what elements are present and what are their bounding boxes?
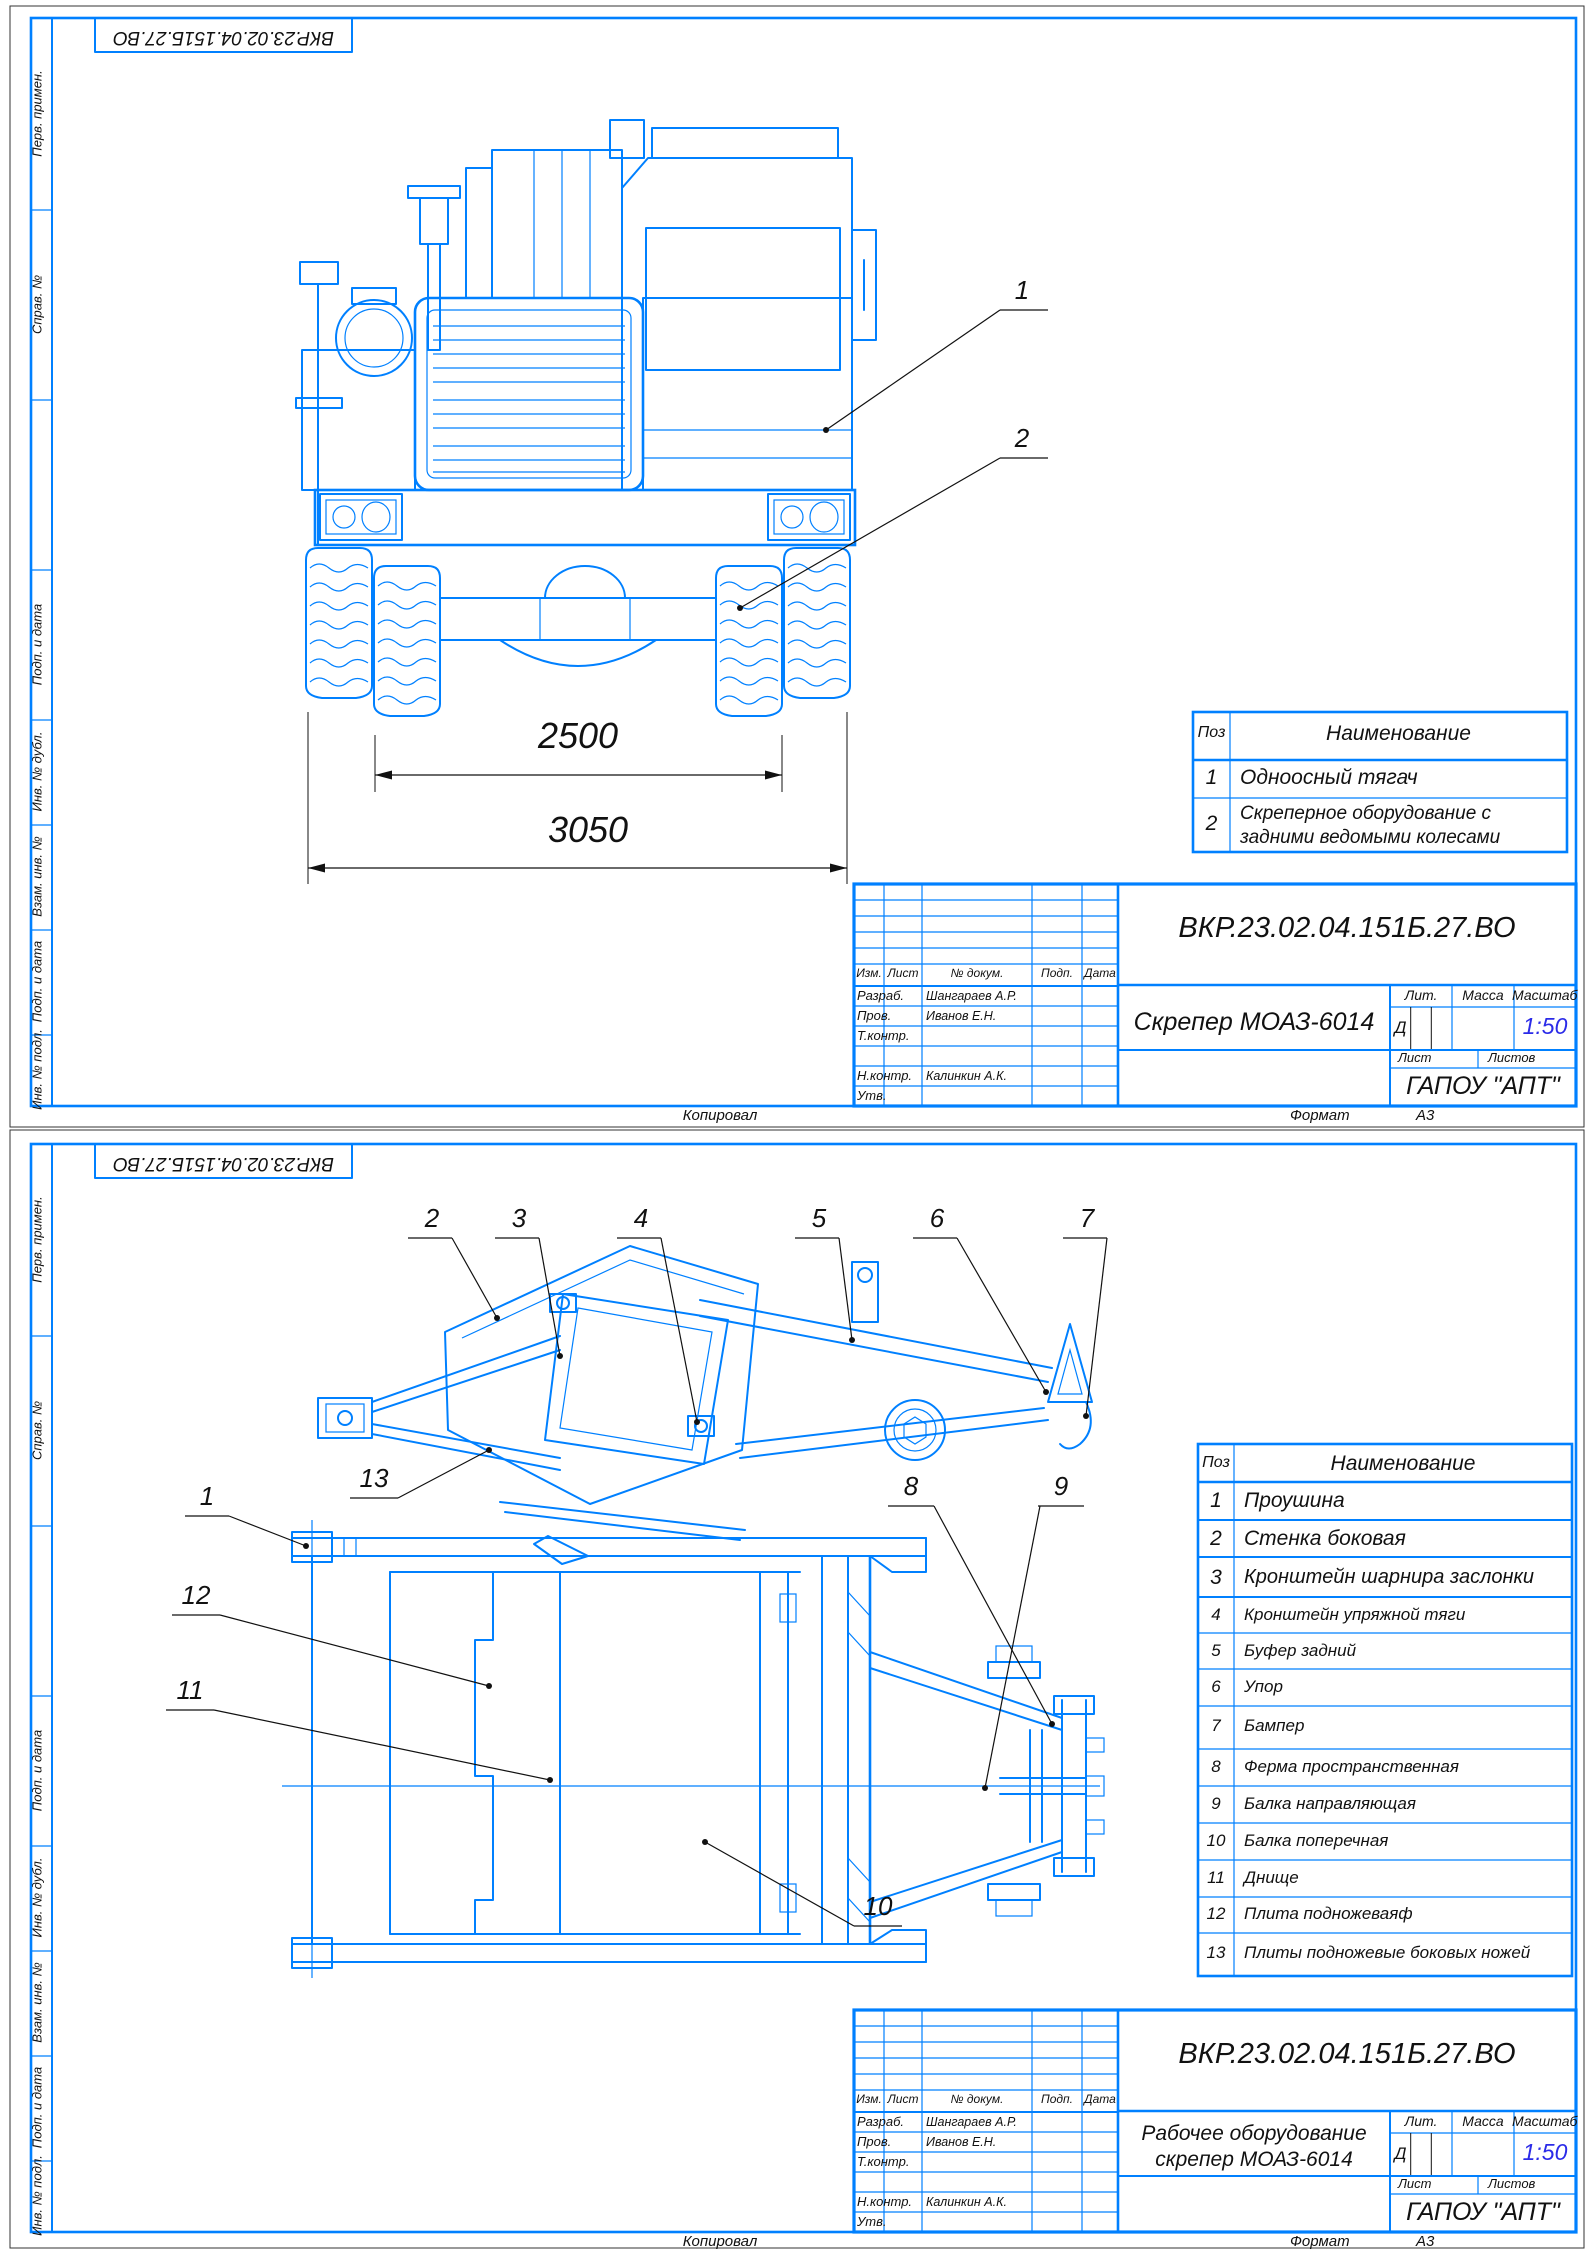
sheet1-titleblock-title: Скрепер МОАЗ-6014 [1133,1008,1375,1036]
sheet2-label-prov: Пров. [857,2134,892,2149]
sheet1-nkontr-name: Калинкин А.К. [926,1069,1007,1083]
sheet2-label-lit: Лит. [1404,2113,1438,2129]
sheet1-margin-label-perv-primen: Перв. примен. [29,70,45,157]
sheet2-parts-row7-name: Бампер [1244,1716,1305,1735]
sheet2-org-name: ГАПОУ "АПТ" [1406,2198,1560,2226]
sheet1-label-list-bottom: Лист [1398,1050,1432,1065]
sheet2-callout-8: 8 [903,1471,919,1501]
sheet1-label-data: Дата [1084,966,1116,980]
sheet1-label-massa: Масса [1462,987,1504,1003]
sheet2-margin-label-sprav-no: Справ. № [29,1400,45,1461]
sheet2-parts-row8-pos: 8 [1211,1757,1221,1776]
sheet2-parts-row5-pos: 5 [1211,1641,1221,1660]
sheet2-parts-row12-pos: 12 [1206,1904,1226,1923]
sheet1-margin-label-podp-i-data-2: Подп. и дата [29,940,45,1023]
sheet2-label-massa: Масса [1462,2113,1504,2129]
sheet2-margin-label-perv-primen: Перв. примен. [29,1196,45,1283]
sheet1-margin-label-sprav-no: Справ. № [29,274,45,335]
sheet2-parts-row12-name: Плита подножеваяф [1244,1904,1413,1923]
sheet2-callout-leaders [166,1238,1107,1926]
sheet1-scale-value: 1:50 [1522,1013,1568,1039]
sheet2-callout-5: 5 [811,1203,827,1233]
sheet2-parts-row1-name: Проушина [1244,1489,1345,1512]
sheet1-margin-label-podp-i-data-1: Подп. и дата [29,603,45,686]
sheet2-parts-row4-pos: 4 [1211,1605,1221,1624]
sheet2-parts-col-name: Наименование [1330,1452,1476,1475]
sheet2-label-list: Лист [887,2092,919,2106]
sheet2-titleblock-title-line2: скрепер МОАЗ-6014 [1155,2148,1353,2171]
sheet1-margin-label-inv-no-podl: Инв. № подл. [29,1029,45,1110]
sheet2-label-podp: Подп. [1041,2092,1073,2106]
sheet2-parts-row10-pos: 10 [1206,1831,1226,1850]
sheet2-parts-row4-name: Кронштейн упряжной тяги [1244,1605,1466,1624]
sheet2-label-list-bottom: Лист [1398,2176,1432,2191]
sheet1-parts-row1-name: Одноосный тягач [1240,766,1418,789]
sheet2-callout-13: 13 [359,1463,389,1493]
sheet1-footer-kopiroval: Копировал [682,1107,758,1124]
sheet2-parts-row6-pos: 6 [1211,1677,1221,1696]
sheet2-callout-12: 12 [181,1580,211,1610]
sheet2-label-listov: Листов [1488,2176,1536,2191]
sheet2-parts-row2-name: Стенка боковая [1244,1527,1406,1550]
sheet1-front-view [296,120,876,716]
sheet2-callout-3: 3 [511,1203,527,1233]
sheet1-margin-label-vzam-inv-no: Взам. инв. № [29,836,45,917]
sheet2-parts-row8-name: Ферма пространственная [1244,1757,1459,1776]
sheet2-parts-row1-pos: 1 [1210,1489,1222,1512]
sheet1-label-izm: Изм. [856,966,882,980]
sheet1-titleblock-doc-number: ВКР.23.02.04.151Б.27.ВО [1178,912,1516,944]
sheet2-callout-9: 9 [1053,1471,1069,1501]
sheet2-label-tkontr: Т.контр. [857,2154,910,2169]
sheet2-parts-row2-pos: 2 [1210,1527,1222,1550]
sheet2-titleblock-title-line1: Рабочее оборудование [1141,2122,1367,2145]
sheet2-parts-row9-pos: 9 [1211,1794,1221,1813]
sheet1-label-razrab: Разраб. [857,988,905,1003]
sheet2-equipment-side-view [318,1246,1092,1564]
sheet1-label-dokum: № докум. [950,966,1004,980]
sheet1-label-masshtab: Масштаб [1512,987,1578,1003]
sheet2-lit-value: Д [1394,2144,1407,2163]
sheet2-label-nkontr: Н.контр. [857,2194,913,2209]
sheet2-footer-kopiroval: Копировал [682,2233,758,2250]
sheet2-label-masshtab: Масштаб [1512,2113,1578,2129]
sheet1-footer-format-value: А3 [1416,1107,1435,1124]
sheet2-prov-name: Иванов Е.Н. [926,2135,997,2149]
sheet2-callout-10: 10 [863,1891,893,1921]
sheet2-label-izm: Изм. [856,2092,882,2106]
sheet1-frame [10,6,1584,1127]
sheet2-parts-row3-pos: 3 [1210,1566,1222,1589]
sheet1-label-nkontr: Н.контр. [857,1068,913,1083]
sheet1-org-name: ГАПОУ "АПТ" [1406,1072,1560,1100]
sheet1-dimension-2500: 2500 [537,715,619,756]
sheet1-dimension-3050: 3050 [547,809,629,850]
sheet2-label-razrab: Разраб. [857,2114,905,2129]
sheet1-prov-name: Иванов Е.Н. [926,1009,997,1023]
sheet1-label-lit: Лит. [1404,987,1438,1003]
sheet2-titleblock-doc-number: ВКР.23.02.04.151Б.27.ВО [1178,2038,1516,2070]
sheet1-footer-format-label: Формат [1290,1107,1350,1124]
sheet2-label-utv: Утв. [857,2214,887,2229]
sheet1-label-tkontr: Т.контр. [857,1028,910,1043]
sheet2-label-dokum: № докум. [950,2092,1004,2106]
sheet1-label-list: Лист [887,966,919,980]
sheet1-label-podp: Подп. [1041,966,1073,980]
sheet1-parts-row2-name: Скреперное оборудование с задними ведомыми колесами [1240,803,1501,848]
sheet2-footer-format-value: А3 [1416,2233,1435,2250]
sheet1-label-listov: Листов [1488,1050,1536,1065]
sheet1-label-utv: Утв. [857,1088,887,1103]
sheet2-margin-label-vzam-inv-no: Взам. инв. № [29,1962,45,2043]
sheet2-scale-value: 1:50 [1522,2139,1568,2165]
sheet2-rotated-doc-number: ВКР.23.02.04.151Б.27.ВО [113,1153,334,1174]
sheet1-parts-row1-pos: 1 [1205,766,1218,789]
sheet2-margin-label-podp-i-data-1: Подп. и дата [29,1729,45,1812]
sheet2-parts-row13-name: Плиты подножевые боковых ножей [1244,1943,1531,1962]
sheet2-callout-7: 7 [1079,1203,1095,1233]
sheet2-razrab-name: Шангараев А.Р. [926,2115,1017,2129]
sheet2-callout-2: 2 [424,1203,440,1233]
sheet2-parts-row9-name: Балка направляющая [1244,1794,1416,1813]
sheet2-callout-1: 1 [199,1481,215,1511]
sheet2-parts-row10-name: Балка поперечная [1244,1831,1389,1850]
sheet2-callout-11: 11 [176,1675,204,1705]
sheet2-parts-row11-pos: 11 [1207,1868,1225,1887]
sheet2-nkontr-name: Калинкин А.К. [926,2195,1007,2209]
sheet2-margin-label-inv-no-dubl: Инв. № дубл. [29,1857,45,1938]
sheet2-parts-row5-name: Буфер задний [1244,1641,1357,1660]
sheet2-parts-col-pos: Поз [1202,1454,1230,1471]
sheet1-lit-value: Д [1394,1018,1407,1037]
sheet1-parts-col-pos: Поз [1197,724,1226,741]
sheet1-margin-label-inv-no-dubl: Инв. № дубл. [29,731,45,812]
sheet2-parts-row3-name: Кронштейн шарнира заслонки [1244,1566,1535,1588]
sheet1-parts-row2-pos: 2 [1205,812,1218,835]
sheet2-label-data: Дата [1084,2092,1116,2106]
sheet1-rotated-doc-number: ВКР.23.02.04.151Б.27.ВО [113,27,334,48]
sheet1-parts-col-name: Наименование [1326,722,1471,745]
sheet2-margin-label-inv-no-podl: Инв. № подл. [29,2155,45,2236]
sheet1-label-prov: Пров. [857,1008,892,1023]
sheet2-footer-format-label: Формат [1290,2233,1350,2250]
sheet2-callout-6: 6 [929,1203,945,1233]
sheet1-callout-1: 1 [1014,275,1030,305]
sheet2-parts-table-grid [1198,1444,1572,1976]
sheet1-razrab-name: Шангараев А.Р. [926,989,1017,1003]
sheet2-parts-row13-pos: 13 [1206,1943,1226,1962]
sheet1-callout-2: 2 [1014,423,1030,453]
sheet2-parts-row6-name: Упор [1244,1677,1283,1696]
sheet2-margin-label-podp-i-data-2: Подп. и дата [29,2066,45,2149]
sheet2-callout-4: 4 [633,1203,649,1233]
sheet2-parts-row11-name: Днище [1244,1868,1299,1887]
sheet2-parts-row7-pos: 7 [1211,1716,1221,1735]
sheet2-equipment-plan-view [282,1520,1104,1978]
